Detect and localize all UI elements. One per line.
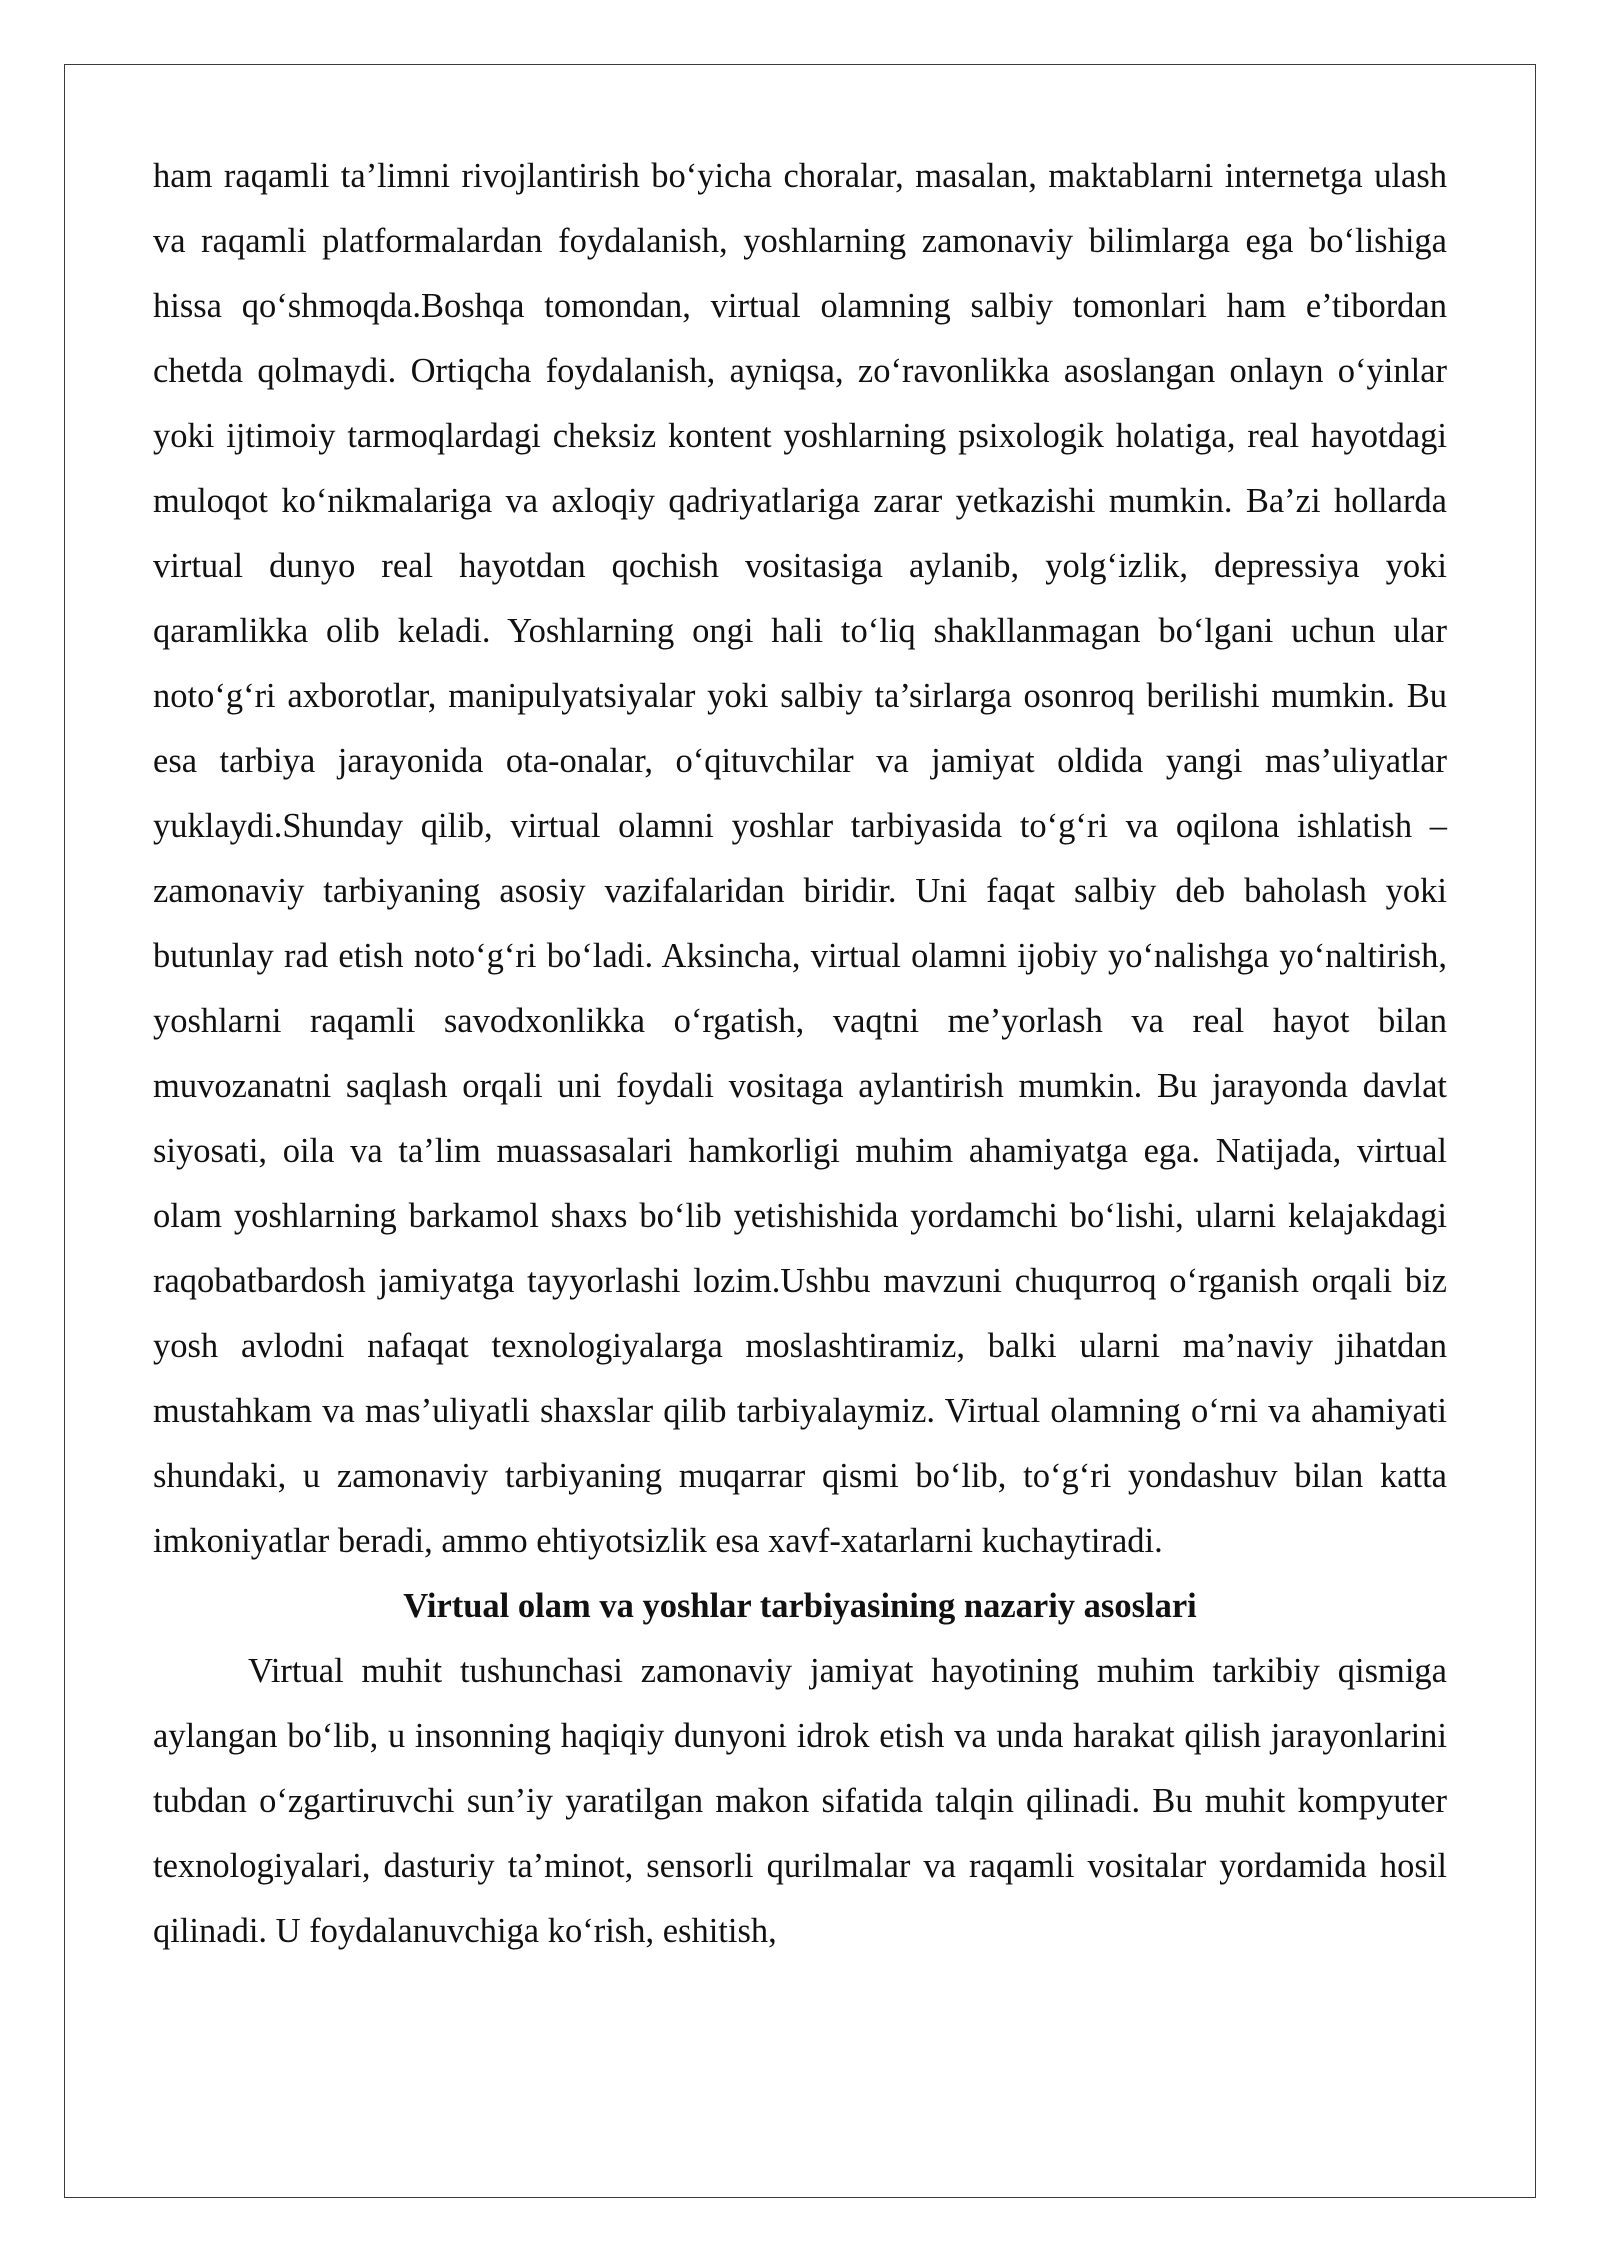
section-heading: Virtual olam va yoshlar tarbiyasining nazariy asoslari: [403, 1587, 1197, 1625]
body-paragraph: ham raqamli ta’limni rivojlantirish bo‘yicha choralar, masalan, maktablarni internetga ulash va raqamli platformalardan foydalanish, yoshlarning zamonaviy bilimlarga ega bo‘lishiga hissa qo‘shmoqda.Boshqa tomondan, virtual olamning salbiy tomonlari ham e’tibordan chetda qolmaydi. Ortiqcha foydalanish, ayniqsa, zo‘ravonlikka asoslangan onlayn o‘yinlar yoki ijtimoiy tarmoqlardagi cheksiz kontent yoshlarning psixologik holatiga, real hayotdagi muloqot ko‘nikmalariga va axloqiy qadriyatlariga zarar yetkazishi mumkin. Ba’zi hollarda virtual dunyo real hayotdan qochish vositasiga aylanib, yolg‘izlik, depressiya yoki qaramlikka olib keladi. Yoshlarning ongi hali to‘liq shakllanmagan bo‘lgani uchun ular noto‘g‘ri axborotlar, manipulyatsiyalar yoki salbiy ta’sirlarga osonroq berilishi mumkin. Bu esa tarbiya jarayonida ota-onalar, o‘qituvchilar va jamiyat oldida yangi mas’uliyatlar yuklaydi.Shunday qilib, virtual olamni yoshlar tarbiyasida to‘g‘ri va oqilona ishlatish – zamonaviy tarbiyaning asosiy vazifalaridan biridir. Uni faqat salbiy deb baholash yoki butunlay rad etish noto‘g‘ri bo‘ladi. Aksincha, virtual olamni ijobiy yo‘nalishga yo‘naltirish, yoshlarni raqamli savodxonlikka o‘rgatish, vaqtni me’yorlash va real hayot bilan muvozanatni saqlash orqali uni foydali vositaga aylantirish mumkin. Bu jarayonda davlat siyosati, oila va ta’lim muassasalari hamkorligi muhim ahamiyatga ega. Natijada, virtual olam yoshlarning barkamol shaxs bo‘lib yetishishida yordamchi bo‘lishi, ularni kelajakdagi raqobatbardosh jamiyatga tayyorlashi lozim.Ushbu mavzuni chuqurroq o‘rganish orqali biz yosh avlodni nafaqat texnologiyalarga moslashtiramiz, balki ularni ma’naviy jihatdan mustahkam va mas’uliyatli shaxslar qilib tarbiyalaymiz. Virtual olamning o‘rni va ahamiyati shundaki, u zamonaviy tarbiyaning muqarrar qismi bo‘lib, to‘g‘ri yondashuv bilan katta imkoniyatlar beradi, ammo ehtiyotsizlik esa xavf-xatarlarni kuchaytiradi.: [153, 157, 1447, 1560]
document-body: [153, 144, 1447, 1964]
body-paragraph: Virtual muhit tushunchasi zamonaviy jamiyat hayotining muhim tarkibiy qismiga aylangan bo‘lib, u insonning haqiqiy dunyoni idrok etish va unda harakat qilish jarayonlarini tubdan o‘zgartiruvchi sun’iy yaratilgan makon sifatida talqin qilinadi. Bu muhit kompyuter texnologiyalari, dasturiy ta’minot, sensorli qurilmalar va raqamli vositalar yordamida hosil qilinadi. U foydalanuvchiga ko‘rish, eshitish,: [153, 1652, 1447, 1950]
